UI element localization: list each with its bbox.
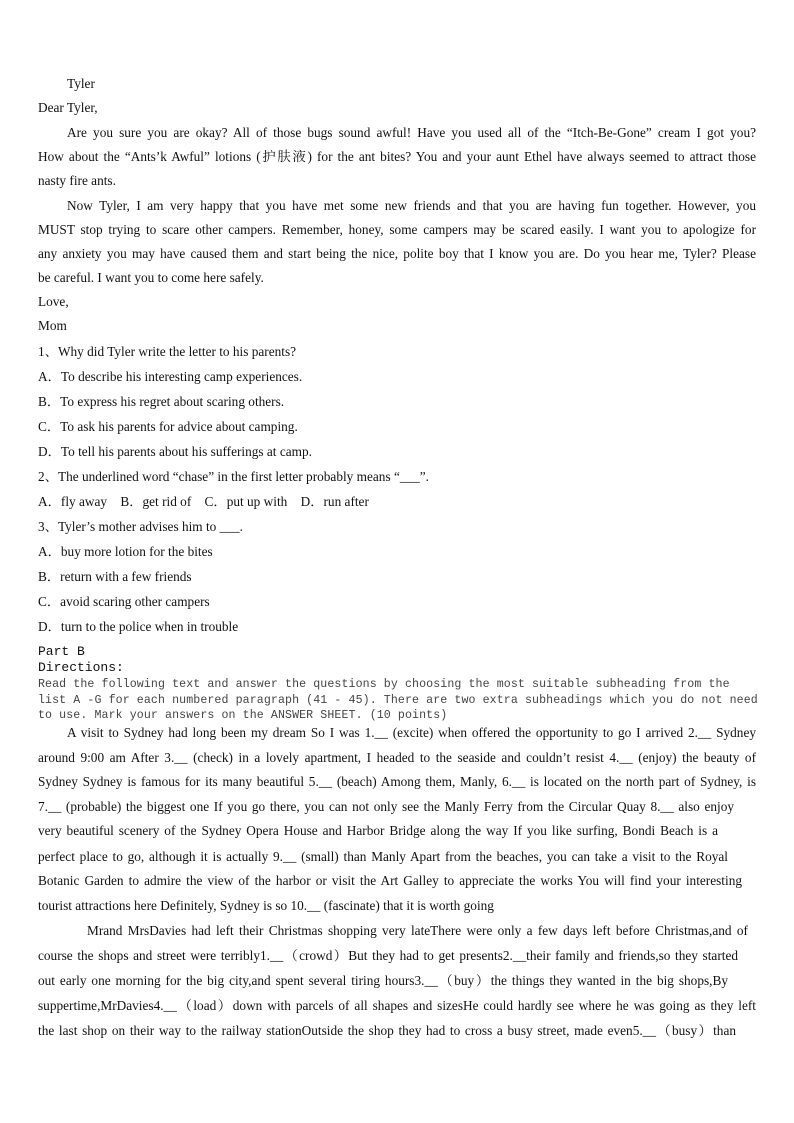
- letter-signature: Tyler: [67, 76, 95, 91]
- letter-line: be careful. I want you to come here safely.: [38, 270, 264, 285]
- option: B．return with a few friends: [38, 569, 192, 584]
- directions-line: Read the following text and answer the questions by choosing the most suitable subheading from the: [38, 678, 730, 691]
- letter-line: How about the “Ants’k Awful” lotions (护肤液) for the ant bites? You and your aunt Ethel have always seemed to attract those: [38, 149, 756, 164]
- question-3: 3、Tyler’s mother advises him to ___.: [38, 519, 243, 534]
- option: D．To tell his parents about his sufferings at camp.: [38, 444, 312, 459]
- passage-line: the last shop on their way to the railway stationOutside the shop they had to cross a busy street, made even5.__（busy）than: [38, 1023, 736, 1038]
- letter-line: any anxiety you may have caused them and start being the nice, polite boy that I know you are. Do you hear me, Tyler? Please: [38, 246, 756, 261]
- option: D．turn to the police when in trouble: [38, 619, 239, 634]
- directions-label: Directions:: [38, 660, 124, 675]
- directions-line: list A -G for each numbered paragraph (41 - 45). There are two extra subheadings which you do not need: [38, 694, 758, 707]
- letter-sender: Mom: [38, 318, 67, 333]
- letter-line: Are you sure you are okay? All of those bugs sound awful! Have you used all of the “Itch-Be-Gone” cream I got you?: [67, 125, 756, 140]
- question-1: 1、Why did Tyler write the letter to his parents?: [38, 344, 297, 359]
- directions-line: to use. Mark your answers on the ANSWER SHEET. (10 points): [38, 709, 448, 722]
- passage-line: course the shops and street were terribly1.__（crowd）But they had to get presents2.__their family and friends,so they started: [38, 948, 738, 963]
- passage-line: 7.__ (probable) the biggest one If you go there, you can not only see the Manly Ferry from the Circular Quay 8.__ also enjoy: [38, 799, 734, 814]
- passage-line: around 9:00 am After 3.__ (check) in a lovely apartment, I headed to the seaside and couldn’t resist 4.__ (enjoy) the beauty of: [38, 750, 756, 765]
- passage-line: perfect place to go, although it is actually 9.__ (small) than Manly Apart from the beaches, you can take a visit to the Royal: [38, 849, 728, 864]
- part-b-title: Part B: [38, 644, 85, 659]
- letter-line: nasty fire ants.: [38, 173, 116, 188]
- option: A．buy more lotion for the bites: [38, 544, 213, 559]
- passage-line: out early one morning for the big city,and spent several tiring hours3.__（buy）the things they wanted in the big shops,By: [38, 973, 728, 988]
- passage-line: very beautiful scenery of the Sydney Opera House and Harbor Bridge along the way If you like surfing, Bondi Beach is a: [38, 823, 718, 838]
- letter-closing: Love,: [38, 294, 69, 309]
- letter-line: Now Tyler, I am very happy that you have met some new friends and that you are having fun together. However, you: [67, 198, 756, 213]
- option: A．fly away B．get rid of C．put up with D．run after: [38, 494, 369, 509]
- passage-line: tourist attractions here Definitely, Sydney is so 10.__ (fascinate) that it is worth going: [38, 898, 494, 913]
- option: B．To express his regret about scaring others.: [38, 394, 285, 409]
- option: A．To describe his interesting camp experiences.: [38, 369, 303, 384]
- letter-line: MUST stop trying to scare other campers. Remember, honey, some campers may be scared easily. I want you to apologize for: [38, 222, 756, 237]
- option: C．avoid scaring other campers: [38, 594, 210, 609]
- letter-salutation: Dear Tyler,: [38, 100, 98, 115]
- passage-line: Mrand MrsDavies had left their Christmas shopping very lateThere were only a few days left before Christmas,and of: [87, 923, 748, 938]
- question-2: 2、The underlined word “chase” in the first letter probably means “___”.: [38, 469, 430, 484]
- option: C．To ask his parents for advice about camping.: [38, 419, 298, 434]
- passage-line: A visit to Sydney had long been my dream So I was 1.__ (excite) when offered the opportunity to go I arrived 2.__ Sydney: [67, 725, 756, 740]
- passage-line: suppertime,MrDavies4.__（load）down with parcels of all shapes and sizesHe could hardly see where he was going as they left: [38, 998, 756, 1013]
- passage-line: Botanic Garden to admire the view of the harbor or visit the Art Galley to appreciate the works You will find your interesting: [38, 873, 742, 888]
- passage-line: Sydney Sydney is famous for its many beautiful 5.__ (beach) Among them, Manly, 6.__ is located on the north part of Sydney, is: [38, 774, 756, 789]
